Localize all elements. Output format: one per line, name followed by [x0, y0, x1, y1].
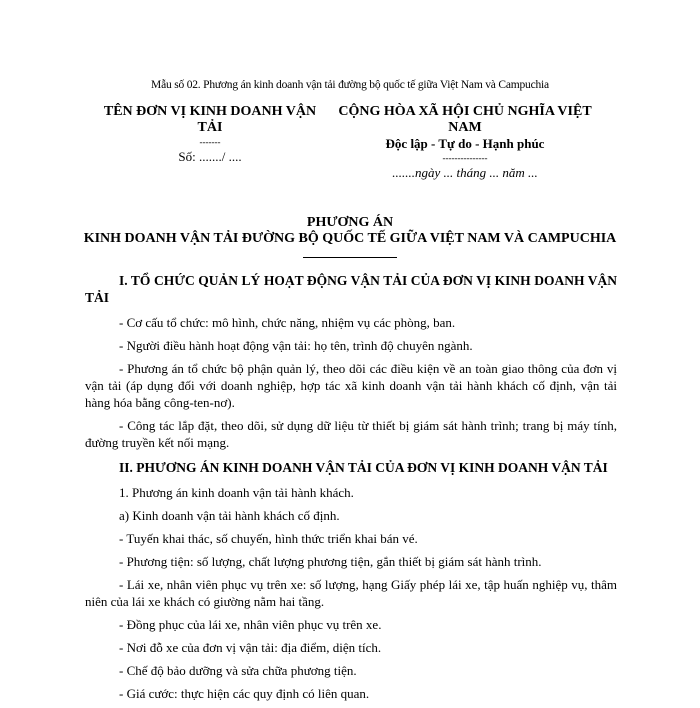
section-2-item: - Chế độ bảo dưỡng và sửa chữa phương tiện.: [119, 663, 357, 678]
section-2-item: - Nơi đỗ xe của đơn vị vận tải: địa điểm, diện tích.: [119, 640, 382, 655]
section-2-item: - Đồng phục của lái xe, nhân viên phục vụ trên xe.: [119, 617, 382, 632]
section-2-item: - Giá cước: thực hiện các quy định có liên quan.: [119, 686, 370, 701]
country-name: CỘNG HÒA XÃ HỘI CHỦ NGHĨA VIỆT NAM: [338, 104, 592, 135]
section-2-item: a) Kinh doanh vận tải hành khách cố định.: [119, 508, 340, 523]
section-2-item: - Phương tiện: số lượng, chất lượng phương tiện, gắn thiết bị giám sát hành trình.: [119, 554, 542, 569]
section-1-item: - Phương án tổ chức bộ phận quản lý, theo dõi các điều kiện về an toàn giao thông của đơn vị vận tải (áp dụng đối với doanh nghiệp, hợp tác xã kinh doanh vận tải hành khách cố định, vận tải hàng hóa bằng công-ten-nơ).: [85, 361, 617, 410]
section-1-item: - Cơ cấu tổ chức: mô hình, chức năng, nhiệm vụ các phòng, ban.: [119, 315, 456, 330]
organization-name: TÊN ĐƠN VỊ KINH DOANH VẬN TẢI: [103, 104, 317, 135]
form-note: Mẫu số 02. Phương án kinh doanh vận tải đường bộ quốc tế giữa Việt Nam và Campuchia: [151, 79, 549, 91]
section-2-item: - Tuyến khai thác, số chuyến, hình thức triển khai bán vé.: [119, 531, 418, 546]
national-motto: Độc lập - Tự do - Hạnh phúc: [385, 136, 545, 151]
organization-divider: -------: [199, 137, 221, 147]
document-subtitle: KINH DOANH VẬN TẢI ĐƯỜNG BỘ QUỐC TẾ GIỮA VIỆT NAM VÀ CAMPUCHIA: [83, 231, 617, 246]
title-underline: [303, 257, 397, 258]
document-number: Số: ......./ ....: [178, 149, 242, 164]
document-body: [85, 272, 617, 708]
section-1-item: - Công tác lắp đặt, theo dõi, sử dụng dữ liệu từ thiết bị giám sát hành trình; trang bị máy tính, đường truyền kết nối mạng.: [85, 418, 617, 450]
section-2-heading: II. PHƯƠNG ÁN KINH DOANH VẬN TẢI CỦA ĐƠN VỊ KINH DOANH VẬN TẢI: [119, 460, 608, 475]
section-1-item: - Người điều hành hoạt động vận tải: họ tên, trình độ chuyên ngành.: [119, 338, 473, 353]
motto-divider: ---------------: [442, 153, 488, 163]
document-title-block: [0, 215, 700, 258]
section-1-heading: I. TỔ CHỨC QUẢN LÝ HOẠT ĐỘNG VẬN TẢI CỦA ĐƠN VỊ KINH DOANH VẬN TẢI: [85, 273, 617, 305]
national-header-block: [325, 104, 605, 181]
section-2-item: 1. Phương án kinh doanh vận tải hành khách.: [119, 485, 354, 500]
section-2-item: - Lái xe, nhân viên phục vụ trên xe: số lượng, hạng Giấy phép lái xe, tập huấn nghiệp vụ, thâm niên của lái xe khách có giường nằm hai tầng.: [85, 577, 617, 609]
date-line: .......ngày ... tháng ... năm ...: [392, 165, 538, 180]
organization-block: [90, 104, 330, 165]
document-title: PHƯƠNG ÁN: [306, 215, 394, 230]
